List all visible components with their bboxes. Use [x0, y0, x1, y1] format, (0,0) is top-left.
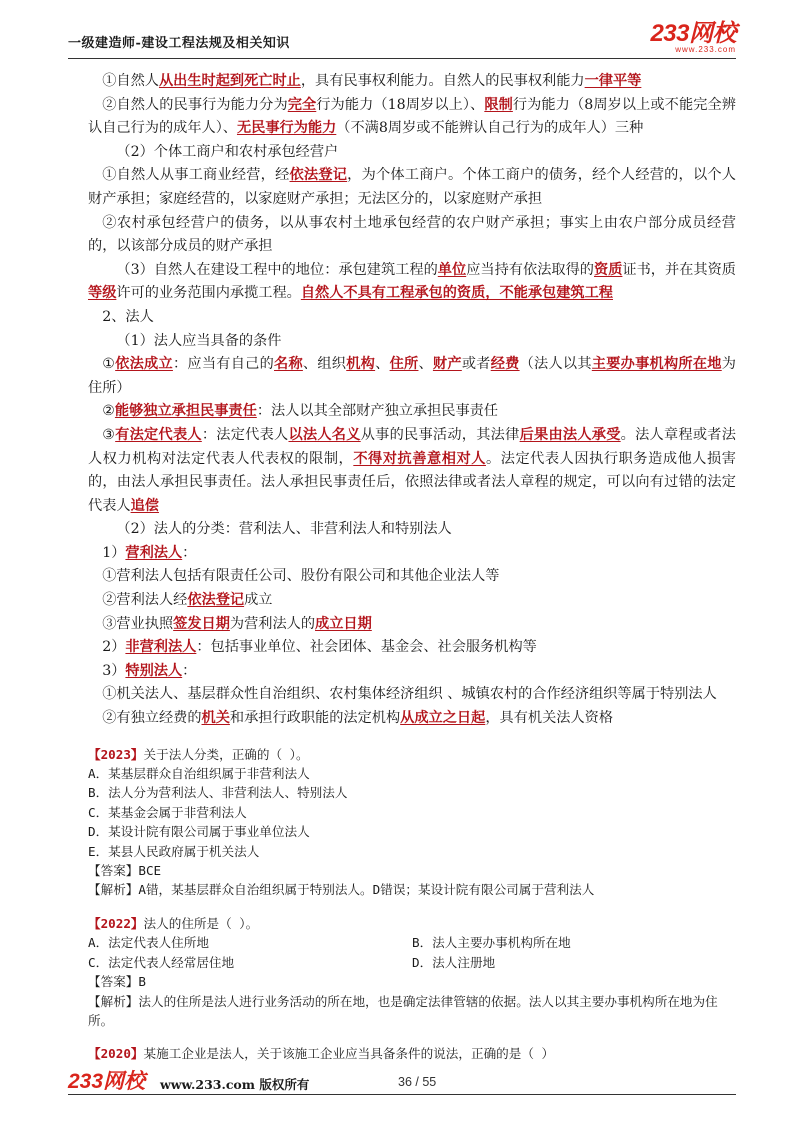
paragraph: 3）特别法人：	[102, 662, 197, 679]
question-option: D．法人注册地	[412, 954, 496, 970]
question-options-row	[88, 953, 736, 972]
paragraph: ①依法成立：应当有自己的名称、组织机构、住所、财产或者经费（法人以其主要办事机构所在地为住所）	[88, 356, 736, 396]
document-body	[88, 70, 736, 1064]
paragraph: 1）营利法人：	[102, 544, 197, 561]
page-footer	[68, 1070, 736, 1095]
question-option: B．法人分为营利法人、非营利法人、特别法人	[88, 785, 348, 801]
paragraph: ②农村承包经营户的债务，以从事农村土地承包经营的农户财产承担；事实上由农户部分成员经营的，以该部分成员的财产承担	[88, 214, 736, 255]
page-header	[68, 22, 736, 59]
question-option: C．法定代表人经常居住地	[88, 954, 235, 970]
question-option: E．某县人民政府属于机关法人	[88, 843, 260, 859]
question-answer: 【答案】B	[88, 974, 146, 990]
paragraph: ②营利法人经依法登记成立	[102, 592, 273, 609]
paragraph: （2）法人的分类：营利法人、非营利法人和特别法人	[116, 521, 452, 538]
question-stem: 【2023】关于法人分类，正确的（ ）。	[88, 746, 309, 762]
paragraph: ③营业执照签发日期为营利法人的成立日期	[102, 615, 372, 632]
paragraph: （1）法人应当具备的条件	[116, 332, 282, 349]
question-answer: 【答案】BCE	[88, 863, 162, 879]
year-tag: 【2022】	[88, 915, 144, 931]
question-stem: 【2022】法人的住所是（ ）。	[88, 915, 259, 931]
paragraph: ②能够独立承担民事责任：法人以其全部财产独立承担民事责任	[102, 403, 499, 420]
question-option: C．某基金会属于非营利法人	[88, 804, 247, 820]
paragraph: ①营利法人包括有限责任公司、股份有限公司和其他企业法人等	[102, 568, 500, 585]
question-stem: 【2020】某施工企业是法人，关于该施工企业应当具备条件的说法，正确的是（ ）	[88, 1046, 555, 1062]
paragraph: ①自然人从出生时起到死亡时止，具有民事权利能力。自然人的民事权利能力一律平等	[102, 73, 642, 89]
header-title: 一级建造师-建设工程法规及相关知识	[68, 36, 290, 51]
footer-copyright: www.233.com 版权所有	[160, 1077, 310, 1092]
paragraph: ②自然人的民事行为能力分为完全行为能力（18周岁以上）、限制行为能力（8周岁以上或不能完全辨认自己行为的成年人）、无民事行为能力（不满8周岁或不能辨认自己行为的成年人）三种	[88, 96, 736, 137]
question-2022	[88, 914, 736, 1030]
year-tag: 【2023】	[88, 746, 144, 762]
footer-logo: 233网校	[68, 1070, 146, 1093]
paragraph: （3）自然人在建设工程中的地位：承包建筑工程的单位应当持有依法取得的资质证书，并在其资质等级许可的业务范围内承揽工程。自然人不具有工程承包的资质，不能承包建筑工程	[88, 261, 736, 302]
brand-logo	[650, 22, 736, 54]
page-number: 36 / 55	[398, 1075, 437, 1089]
paragraph: ②有独立经费的机关和承担行政职能的法定机构从成立之日起，具有机关法人资格	[102, 710, 614, 727]
paragraph: ①机关法人、基层群众性自治组织、农村集体经济组织 、城镇农村的合作经济组织等属于特别法人	[102, 686, 717, 703]
logo-url: www.233.com	[675, 45, 736, 54]
paragraph: 2）非营利法人：包括事业单位、社会团体、基金会、社会服务机构等	[102, 639, 537, 656]
question-2020	[88, 1044, 736, 1063]
paragraph: （2）个体工商户和农村承包经营户	[116, 143, 339, 160]
logo-text: 233网校	[650, 20, 736, 47]
question-option: D．某设计院有限公司属于事业单位法人	[88, 824, 310, 840]
paragraph: ①自然人从事工商业经营，经依法登记，为个体工商户。个体工商户的债务，经个人经营的，以个人财产承担；家庭经营的，以家庭财产承担；无法区分的，以家庭财产承担	[88, 167, 736, 207]
question-analysis: 【解析】法人的住所是法人进行业务活动的所在地，也是确定法律管辖的依据。法人以其主要办事机构所在地为住所。	[88, 993, 718, 1028]
section-heading: 2、法人	[102, 308, 154, 325]
question-analysis: 【解析】A错，某基层群众自治组织属于特别法人。D错误；某设计院有限公司属于营利法人	[88, 882, 595, 898]
question-2023	[88, 745, 736, 900]
year-tag: 【2020】	[88, 1046, 144, 1062]
question-option: A．某基层群众自治组织属于非营利法人	[88, 766, 310, 782]
question-options-row	[88, 933, 736, 952]
question-option: B．法人主要办事机构所在地	[412, 935, 571, 951]
paragraph: ③有法定代表人：法定代表人以法人名义从事的民事活动，其法律后果由法人承受。法人章程或者法人权力机构对法定代表人代表权的限制，不得对抗善意相对人。法定代表人因执行职务造成他人损害的，由法人承担民事责任。法人承担民事责任后，依照法律或者法人章程的规定，可以向有过错的法定代表人追偿	[88, 426, 736, 514]
question-option: A．法定代表人住所地	[88, 935, 209, 951]
